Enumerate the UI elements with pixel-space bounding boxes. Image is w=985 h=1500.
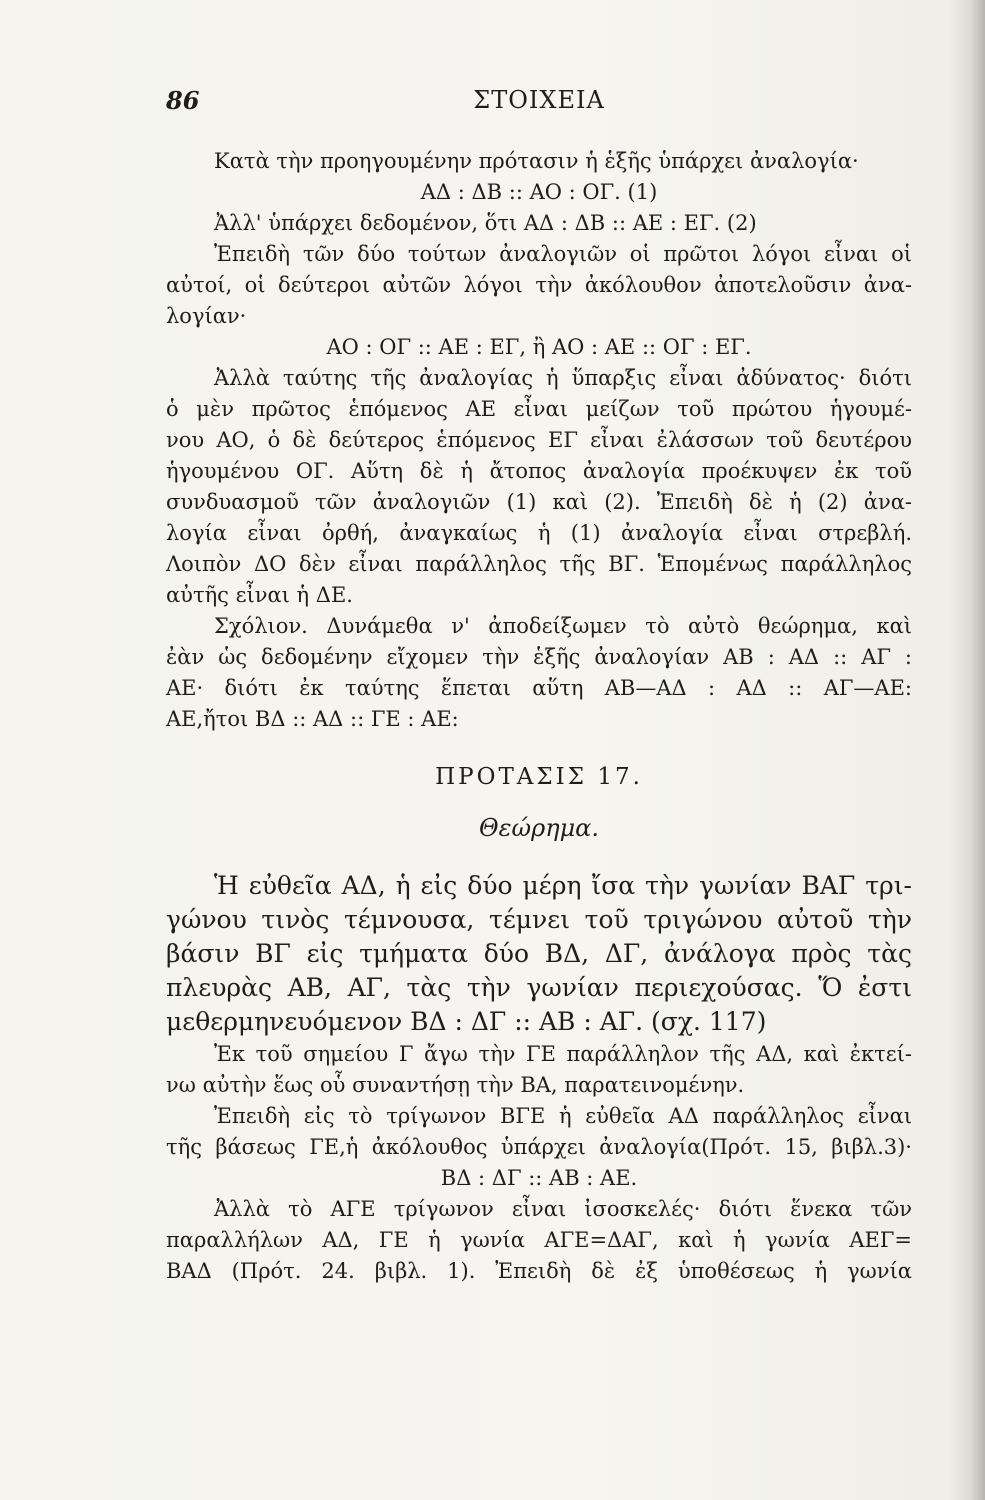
text-block-construction [166,1039,912,1287]
text-line: αὐτῆς εἶναι ἡ ΔΕ. [166,583,353,607]
page-body [166,146,912,1287]
text-line: λογία εἶναι ὀρθή, ἀναγκαίως ἡ (1) ἀναλογία εἶναι στρεβλή. [166,521,912,545]
page-gutter-shadow [949,0,985,1500]
text-line: νου ΑΟ, ὁ δὲ δεύτερος ἑπόμενος ΕΓ εἶναι ἐλάσσων τοῦ δευτέρου [166,428,912,452]
running-head: ΣΤΟΙΧΕΙΑ [473,86,605,114]
text-line: αὐτοί, οἱ δεύτεροι αὐτῶν λόγοι τὴν ἀκόλουθον ἀποτελοῦσιν ἀνα- [166,273,912,297]
text-block-proof [166,146,912,735]
text-line: Ἐκ τοῦ σημείου Γ ἄγω τὴν ΓΕ παράλληλον τῆς ΑΔ, καὶ ἐκτεί- [214,1042,912,1066]
text-line: γώνου τινὸς τέμνουσα, τέμνει τοῦ τριγώνου αὐτοῦ τὴν [166,905,912,934]
proposition-title: ΠΡΟΤΑΣΙΣ 17. [435,764,643,790]
spacer [166,797,912,809]
text-line: ἡγουμένου ΟΓ. Αὕτη δὲ ἡ ἄτοπος ἀναλογία προέκυψεν ἐκ τοῦ [166,459,912,483]
text-line: ΒΔ : ΔΓ :: ΑΒ : ΑΕ. [440,1166,638,1190]
text-line: Σχόλιον. Δυνάμεθα ν' ἀποδείξωμεν τὸ αὐτὸ θεώρημα, καὶ [214,614,912,638]
text-line: πλευρὰς ΑΒ, ΑΓ, τὰς τὴν γωνίαν περιεχούσας. Ὅ ἐστι [166,973,912,1002]
text-line: Κατὰ τὴν προηγουμένην πρότασιν ἡ ἑξῆς ὑπάρχει ἀναλογία· [214,149,859,173]
text-line: ΑΕ,ἤτοι ΒΔ :: ΑΔ :: ΓΕ : ΑΕ: [166,707,459,731]
text-line: Ἐπειδὴ εἰς τὸ τρίγωνον ΒΓΕ ἡ εὐθεῖα ΑΔ παράλληλος εἶναι [214,1104,912,1128]
text-line: συνδυασμοῦ τῶν ἀναλογιῶν (1) καὶ (2). Ἐπειδὴ δὲ ἡ (2) ἀνα- [166,490,912,514]
text-line: Ἡ εὐθεῖα ΑΔ, ἡ εἰς δύο μέρη ἴσα τὴν γωνίαν ΒΑΓ τρι- [214,871,912,900]
text-line: ἐὰν ὡς δεδομένην εἴχομεν τὴν ἑξῆς ἀναλογίαν ΑΒ : ΑΔ :: ΑΓ : [166,645,912,669]
text-line: Ἀλλὰ τὸ ΑΓΕ τρίγωνον εἶναι ἰσοσκελές· διότι ἕνεκα τῶν [214,1197,912,1221]
spacer [166,847,912,869]
theorem-statement [166,869,912,1039]
text-line: ΑΟ : ΟΓ :: ΑΕ : ΕΓ, ἢ ΑΟ : ΑΕ :: ΟΓ : ΕΓ. [326,335,752,359]
text-line: ὁ μὲν πρῶτος ἑπόμενος ΑΕ εἶναι μείζων τοῦ πρώτου ἡγουμέ- [166,397,912,421]
page-header [166,86,912,118]
text-line: τῆς βάσεως ΓΕ,ἡ ἀκόλουθος ὑπάρχει ἀναλογία(Πρότ. 15, βιβλ.3)· [166,1135,912,1159]
text-line: Ἀλλ' ὑπάρχει δεδομένον, ὅτι ΑΔ : ΔΒ :: ΑΕ : ΕΓ. (2) [214,211,757,235]
text-line: μεθερμηνευόμενον ΒΔ : ΔΓ :: ΑΒ : ΑΓ. (σχ. 117) [166,1007,767,1036]
proposition-subtitle: Θεώρημα. [478,814,600,842]
text-line: ΒΑΔ (Πρότ. 24. βιβλ. 1). Ἐπειδὴ δὲ ἐξ ὑποθέσεως ἡ γωνία [166,1259,912,1283]
text-line: νω αὐτὴν ἕως οὗ συναντήσῃ τὴν ΒΑ, παρατεινομένην. [166,1073,745,1097]
text-line: Λοιπὸν ΔΟ δὲν εἶναι παράλληλος τῆς ΒΓ. Ἑπομένως παράλληλος [166,552,912,576]
text-line: ΑΕ· διότι ἐκ ταύτης ἕπεται αὕτη ΑΒ—ΑΔ : ΑΔ :: ΑΓ—ΑΕ: [166,676,912,700]
text-line: Ἀλλὰ ταύτης τῆς ἀναλογίας ἡ ὕπαρξις εἶναι ἀδύνατος· διότι [214,366,912,390]
text-line: παραλλήλων ΑΔ, ΓΕ ἡ γωνία ΑΓΕ=ΔΑΓ, καὶ ἡ γωνία ΑΕΓ= [166,1228,912,1252]
text-line: Ἐπειδὴ τῶν δύο τούτων ἀναλογιῶν οἱ πρῶτοι λόγοι εἶναι οἱ [214,242,912,266]
page-number: 86 [166,86,200,115]
text-line: λογίαν· [166,304,247,328]
text-line: βάσιν ΒΓ εἰς τμήματα δύο ΒΔ, ΔΓ, ἀνάλογα πρὸς τὰς [166,939,912,968]
spacer [166,735,912,757]
text-line: ΑΔ : ΔΒ :: ΑΟ : ΟΓ. (1) [420,180,658,204]
